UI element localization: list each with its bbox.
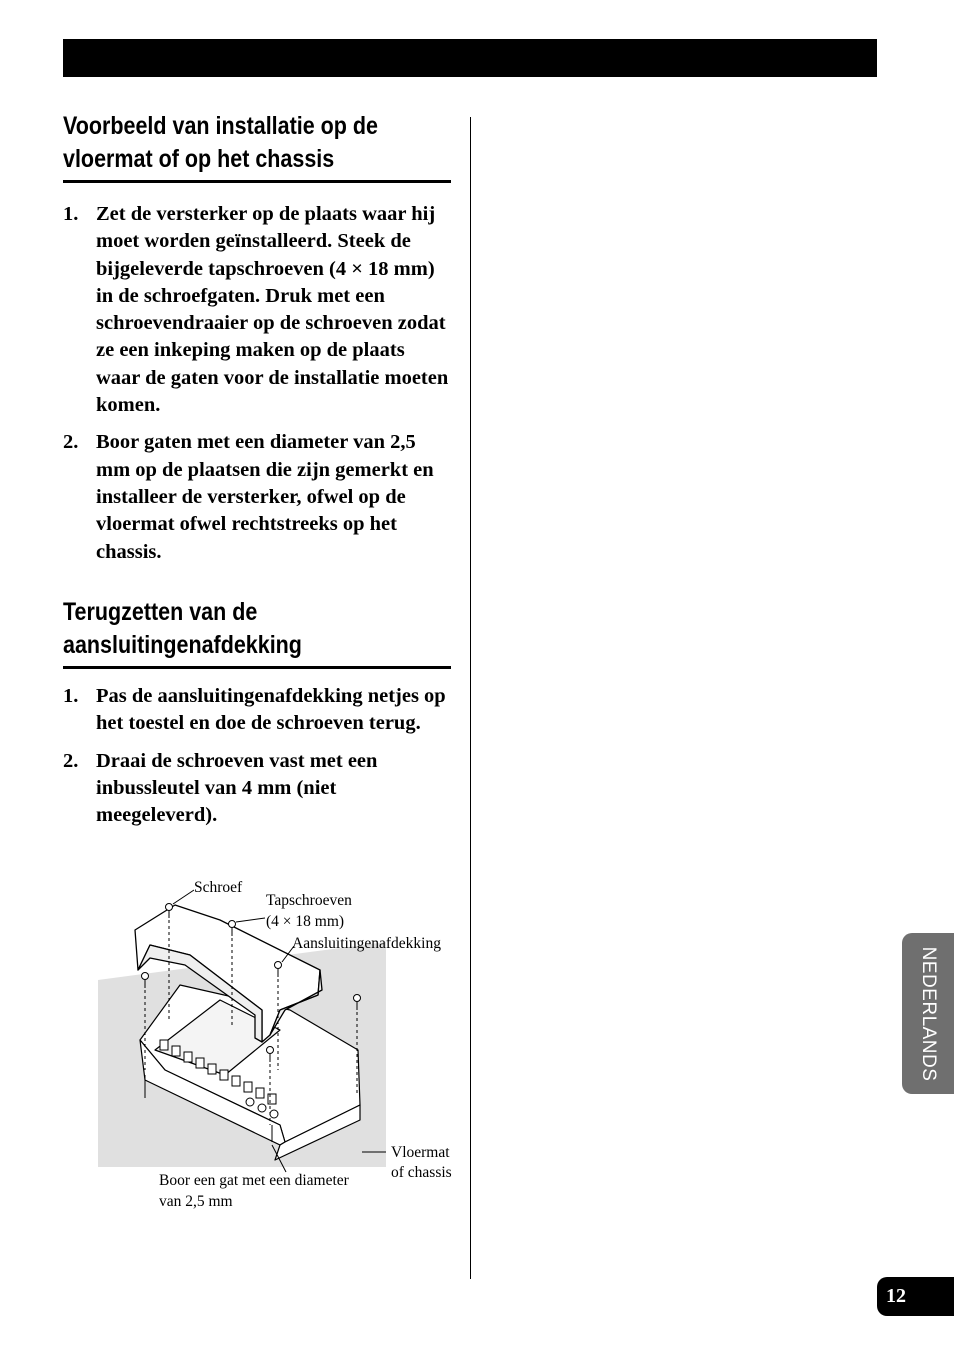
- step-text: Boor gaten met een diameter van 2,5 mm op de plaatsen die zijn gemerkt en installeer de versterker, ofwel op de vloermat ofwel rechtstreeks op het chassis.: [96, 431, 434, 563]
- section-title: [63, 596, 397, 666]
- section-installation-example: [63, 110, 451, 566]
- step-item: [63, 429, 451, 565]
- section-rule: [63, 666, 451, 669]
- section-title-line: Terugzetten van de: [63, 598, 258, 626]
- label-drill-hole-size: van 2,5 mm: [159, 1193, 233, 1210]
- section-cover-reattach: [63, 596, 451, 829]
- step-number: 1.: [63, 203, 79, 225]
- label-tap-screws-size: (4 × 18 mm): [266, 913, 345, 930]
- language-label: NEDERLANDS: [918, 946, 939, 1081]
- section-title: [63, 110, 397, 180]
- step-text: Zet de versterker op de plaats waar hij moet worden geïnstalleerd. Steek de bijgeleverde tapschroeven (4 × 18 mm) in de schroefgaten. Druk met een schroevendraaier op de schroeven zodat ze een inkeping maken op de plaats waar de gaten voor de installatie moeten komen.: [96, 203, 449, 417]
- label-chassis: of chassis: [391, 1164, 452, 1181]
- step-text: Pas de aansluitingenafdekking netjes op het toestel en doe de schroeven terug.: [96, 685, 446, 735]
- step-list: [63, 683, 451, 829]
- page-number: 12: [886, 1285, 906, 1307]
- page-number-badge: [877, 1277, 954, 1316]
- step-number: 2.: [63, 749, 79, 772]
- step-text: Draai de schroeven vast met een inbussleutel van 4 mm (niet meegeleverd).: [96, 749, 378, 827]
- label-drill-hole: Boor een gat met een diameter: [159, 1172, 349, 1189]
- installation-figure: [90, 870, 480, 1220]
- step-item: [63, 201, 451, 419]
- label-floor-mat: Vloermat: [391, 1144, 450, 1161]
- step-number: 1.: [63, 685, 79, 707]
- step-item: [63, 683, 451, 738]
- step-number: 2.: [63, 431, 79, 454]
- section-title-line: vloermat of op het chassis: [63, 145, 335, 173]
- section-title-line: aansluitingenafdekking: [63, 631, 302, 659]
- label-terminal-cover: Aansluitingenafdekking: [292, 935, 441, 952]
- label-tap-screws: Tapschroeven: [266, 892, 352, 909]
- section-rule: [63, 180, 451, 183]
- label-screw: Schroef: [194, 879, 243, 896]
- step-item: [63, 748, 451, 830]
- section-title-line: Voorbeeld van installatie op de: [63, 112, 379, 140]
- language-tab: [902, 933, 954, 1094]
- step-list: [63, 201, 451, 566]
- header-bar: [63, 39, 877, 77]
